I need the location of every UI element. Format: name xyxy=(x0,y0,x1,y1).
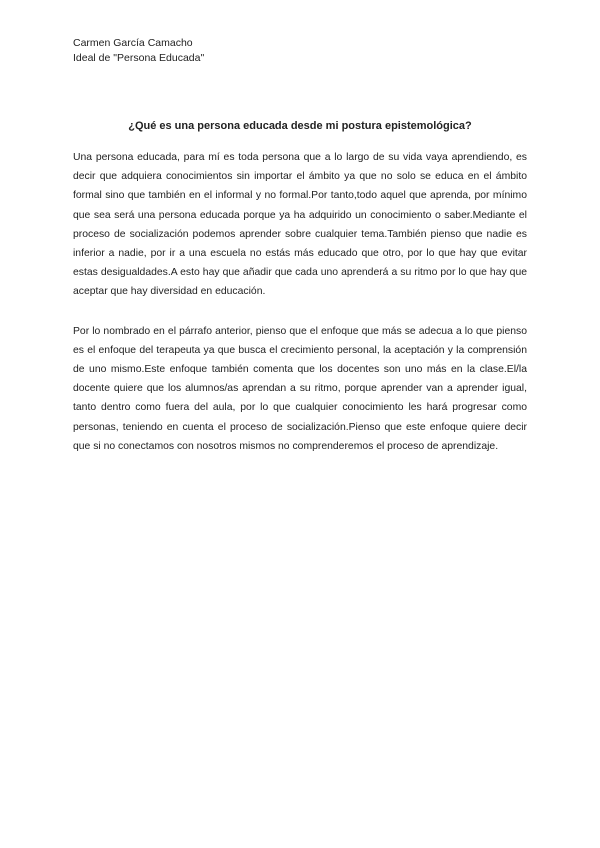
author-name: Carmen García Camacho xyxy=(73,37,193,49)
document-subtitle: Ideal de "Persona Educada" xyxy=(73,52,205,64)
paragraph-1: Una persona educada, para mí es toda persona que a lo largo de su vida vaya aprendiendo, es decir que adquiera conocimientos sin importar el ámbito ya que no solo se educa en el ámbito formal sino que también en el informal y no formal.Por tanto,todo aquel que aprenda, por mínimo que sea será una persona educada porque ya ha adquirido un conocimiento o saber.Mediante el proceso de socialización podemos aprender sobre cualquier tema.También pienso que nadie es inferior a nadie, por ir a una escuela no estás más educado que otro, por lo que hay que evitar estas desigualdades.A esto hay que añadir que cada uno aprenderá a su ritmo por lo que hay que aceptar que hay diversidad en educación. xyxy=(73,152,527,298)
document-body xyxy=(73,148,527,476)
paragraph-2: Por lo nombrado en el párrafo anterior, pienso que el enfoque que más se adecua a lo que pienso es el enfoque del terapeuta ya que busca el crecimiento personal, la aceptación y la comprensión de uno mismo.Este enfoque también comenta que los docentes son uno más en la clase.El/la docente quiere que los alumnos/as aprendan a su ritmo, porque aprender van a aprender igual, tanto dentro como fuera del aula, por lo que cualquier conocimiento les hará progresar como personas, teniendo en cuenta el proceso de socialización.Pienso que este enfoque quiere decir que si no conectamos con nosotros mismos no comprenderemos el proceso de aprendizaje. xyxy=(73,325,527,452)
document-title: ¿Qué es una persona educada desde mi postura epistemológica? xyxy=(128,120,472,132)
document-header xyxy=(73,36,204,66)
